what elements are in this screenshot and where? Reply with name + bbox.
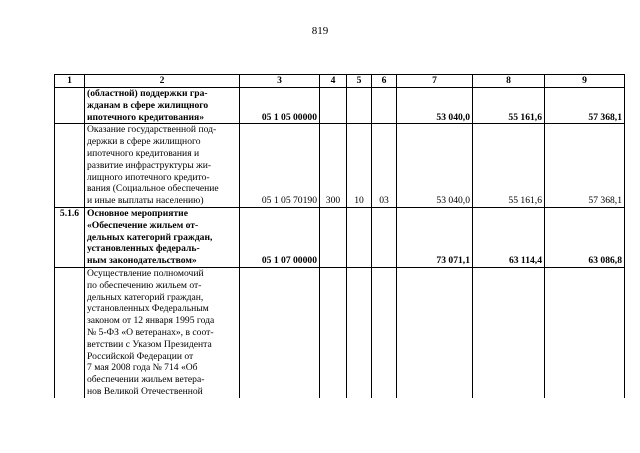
- row-name-line: развитие инфраструктуры жи-: [87, 159, 212, 171]
- row-name-line: № 5-ФЗ «О ветеранах», в соот-: [87, 326, 214, 338]
- row-name-line: лищного ипотечного кредито-: [87, 171, 210, 183]
- col-header-3: 3: [240, 75, 320, 88]
- row-name-line: дельных категорий граждан,: [87, 291, 204, 303]
- row-pr: [372, 267, 397, 397]
- row-name-line: жданам в сфере жилищного: [87, 99, 209, 111]
- row-value-7: [397, 267, 473, 397]
- row-name-line: установленных Федеральным: [87, 303, 209, 315]
- row-name-line: установленных федераль-: [87, 243, 200, 255]
- table-row: [55, 88, 625, 124]
- row-name-line: законом от 12 января 1995 года: [87, 315, 215, 327]
- row-value-8: [473, 267, 545, 397]
- row-vr: [320, 88, 347, 124]
- row-pr: [372, 207, 397, 267]
- row-name-line: Осуществление полномочий: [87, 267, 204, 279]
- row-name-line: и иные выплаты населению): [87, 195, 204, 207]
- row-code: 05 1 05 00000: [240, 88, 320, 124]
- col-header-6: 6: [372, 75, 397, 88]
- col-header-9: 9: [545, 75, 625, 88]
- row-pr: 03: [372, 124, 397, 208]
- budget-table: [54, 74, 625, 398]
- row-name-line: по обеспечению жильем от-: [87, 279, 202, 291]
- row-name: [85, 267, 240, 397]
- row-name: [85, 207, 240, 267]
- row-name-line: (областной) поддержки гра-: [87, 88, 208, 99]
- row-name-line: Основное мероприятие: [87, 207, 188, 219]
- row-vr: [320, 267, 347, 397]
- row-name-line: обеспечении жильем ветера-: [87, 374, 205, 386]
- row-value-8: 63 114,4: [473, 207, 545, 267]
- row-name: [85, 88, 240, 124]
- table-header-row: [55, 75, 625, 88]
- row-code: 05 1 05 70190: [240, 124, 320, 208]
- row-name-line: держки в сфере жилищного: [87, 136, 201, 148]
- row-name: [85, 124, 240, 208]
- row-value-9: 57 368,1: [545, 88, 625, 124]
- row-number: [55, 88, 85, 124]
- row-name-line: ипотечного кредитования и: [87, 147, 200, 159]
- row-rz: [347, 267, 372, 397]
- row-value-7: 53 040,0: [397, 88, 473, 124]
- row-name-line: Российской Федерации от: [87, 350, 194, 362]
- col-header-8: 8: [473, 75, 545, 88]
- page-number: 819: [311, 25, 329, 37]
- row-value-8: 55 161,6: [473, 88, 545, 124]
- row-pr: [372, 88, 397, 124]
- table-row: [55, 124, 625, 208]
- row-vr: [320, 207, 347, 267]
- row-value-7: 53 040,0: [397, 124, 473, 208]
- row-rz: [347, 88, 372, 124]
- row-name-line: «Обеспечение жильем от-: [87, 219, 199, 231]
- row-name-line: 7 мая 2008 года № 714 «Об: [87, 362, 198, 374]
- row-name-line: ипотечного кредитования»: [87, 111, 205, 123]
- row-rz: 10: [347, 124, 372, 208]
- row-number: 5.1.6: [55, 207, 85, 267]
- row-name-line: ветствии с Указом Президента: [87, 338, 212, 350]
- row-value-7: 73 071,1: [397, 207, 473, 267]
- row-rz: [347, 207, 372, 267]
- col-header-2: 2: [85, 75, 240, 88]
- row-number: [55, 124, 85, 208]
- row-name-line: нов Великой Отечественной: [87, 385, 203, 397]
- row-value-9: 63 086,8: [545, 207, 625, 267]
- row-value-9: [545, 267, 625, 397]
- row-code: 05 1 07 00000: [240, 207, 320, 267]
- col-header-7: 7: [397, 75, 473, 88]
- row-name-line: Оказание государственной под-: [87, 124, 217, 136]
- row-value-9: 57 368,1: [545, 124, 625, 208]
- col-header-1: 1: [55, 75, 85, 88]
- row-name-line: вания (Социальное обеспечение: [87, 183, 219, 195]
- col-header-4: 4: [320, 75, 347, 88]
- row-number: [55, 267, 85, 397]
- row-value-8: 55 161,6: [473, 124, 545, 208]
- row-name-line: дельных категорий граждан,: [87, 231, 213, 243]
- row-code: [240, 267, 320, 397]
- col-header-5: 5: [347, 75, 372, 88]
- row-name-line: ным законодательством»: [87, 255, 197, 267]
- table-row: [55, 207, 625, 267]
- row-vr: 300: [320, 124, 347, 208]
- table-row: [55, 267, 625, 397]
